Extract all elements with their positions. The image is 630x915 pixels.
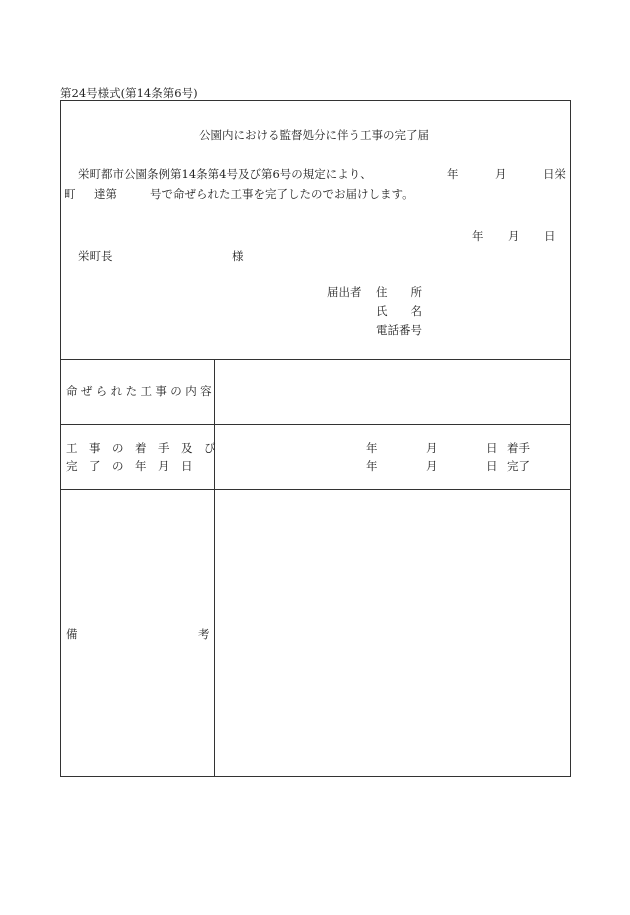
body-line2-rest: 号で命ぜられた工事を完了したのでお届けします。 [150, 187, 414, 201]
end-label: 完了 [507, 459, 530, 473]
date-day: 日 [544, 229, 556, 243]
body-line1-month: 月 [495, 167, 507, 181]
form-frame [60, 100, 571, 777]
start-year: 年 [366, 441, 378, 455]
applicant-phone-label: 電話番号 [376, 323, 422, 337]
end-month: 月 [426, 459, 438, 473]
applicant-label: 届出者 [327, 285, 362, 299]
table-row3-line [60, 489, 571, 490]
start-day: 日 [486, 441, 498, 455]
body-line1-day: 日栄 [543, 167, 566, 181]
body-line2-cho: 町 [64, 187, 76, 201]
end-year: 年 [366, 459, 378, 473]
start-label: 着手 [507, 441, 530, 455]
table-row2-line [60, 424, 571, 425]
table-column-divider [214, 359, 215, 777]
form-title: 公園内における監督処分に伴う工事の完了届 [199, 128, 429, 142]
work-content-label: 命ぜられた工事の内容 [66, 384, 215, 398]
applicant-name-label: 氏 名 [376, 304, 422, 318]
date-year: 年 [472, 229, 484, 243]
date-month: 月 [508, 229, 520, 243]
start-month: 月 [426, 441, 438, 455]
addressee-suffix: 様 [232, 249, 244, 263]
table-top-line [60, 359, 571, 360]
applicant-address-label: 住 所 [376, 285, 422, 299]
period-label-line1: 工 事 の 着 手 及 び [66, 441, 216, 455]
remarks-label-start: 備 [66, 627, 78, 641]
body-line1-text: 栄町都市公園条例第14条第4号及び第6号の規定により、 [78, 167, 372, 181]
end-day: 日 [486, 459, 498, 473]
body-line1-year: 年 [447, 167, 459, 181]
addressee-name: 栄町長 [78, 249, 113, 263]
period-label-line2: 完 了 の 年 月 日 [66, 459, 193, 473]
form-number: 第24号様式(第14条第6号) [60, 86, 198, 100]
remarks-label-end: 考 [198, 627, 210, 641]
body-line2-tatsu: 達第 [94, 187, 117, 201]
